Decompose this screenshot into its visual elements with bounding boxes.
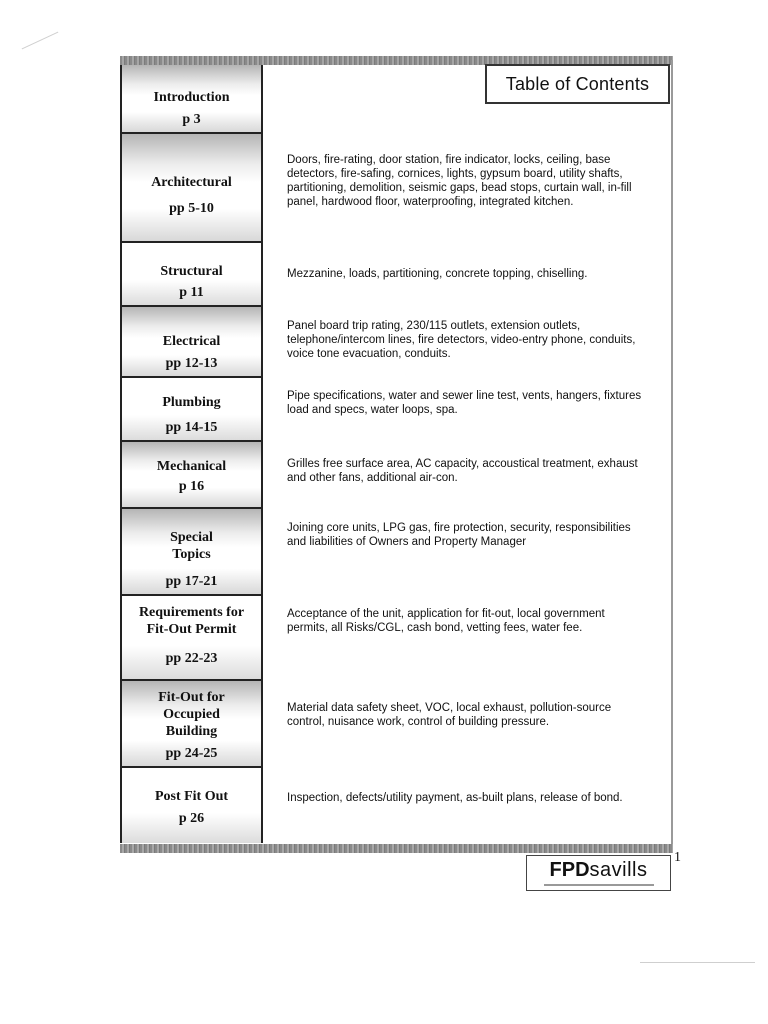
tab-pages: pp 5-10 <box>169 201 214 216</box>
section-description-fit-out-permit: Acceptance of the unit, application for fit-out, local government permits, all Risks/CGL, cash bond, vetting fees, water fee. <box>287 608 605 634</box>
tab-post-fit-out[interactable] <box>122 768 261 843</box>
fpdsavills-logo <box>526 855 671 891</box>
tab-pages: pp 14-15 <box>165 420 218 435</box>
tab-label: Requirements for Fit-Out Permit <box>138 605 245 637</box>
scan-artifact <box>640 962 755 963</box>
tab-pages: p 3 <box>182 112 201 127</box>
page-number: 1 <box>674 850 681 865</box>
tab-label: Special Topics <box>170 530 213 562</box>
tab-pages: p 16 <box>178 479 205 494</box>
section-sidebar <box>120 65 263 843</box>
section-description-electrical: Panel board trip rating, 230/115 outlets, extension outlets, telephone/intercom lines, fire detectors, video-entry phone, conduits, voice tone evacuation, conduits. <box>287 320 636 360</box>
logo-wordmark <box>550 860 648 880</box>
tab-pages: pp 22-23 <box>165 651 218 666</box>
tab-special-topics[interactable] <box>122 509 261 596</box>
tab-label: Mechanical <box>156 459 227 474</box>
logo-bold-text: FPD <box>549 859 590 881</box>
tab-label: Plumbing <box>162 395 221 410</box>
tab-label: Electrical <box>162 334 221 349</box>
section-description-mechanical: Grilles free surface area, AC capacity, accoustical treatment, exhaust and other fans, additional air-con. <box>287 458 638 484</box>
section-description-architectural: Doors, fire-rating, door station, fire indicator, locks, ceiling, base detectors, fire-safing, cornices, lights, gypsum board, utility shafts, partitioning, demolition, seismic gaps, bead stops, curtain wall, in-fill panel, hardwood floor, waterproofing, integrated kitchen. <box>287 154 632 208</box>
page-title: Table of Contents <box>485 64 670 104</box>
tab-occupied-building[interactable] <box>122 681 261 768</box>
tab-pages: pp 12-13 <box>165 356 218 371</box>
right-border-rule <box>671 60 673 852</box>
section-description-post-fit-out: Inspection, defects/utility payment, as-built plans, release of bond. <box>287 792 623 804</box>
tab-mechanical[interactable] <box>122 442 261 509</box>
logo-tagline-line <box>544 884 654 886</box>
tab-pages: p 26 <box>178 811 205 826</box>
section-description-structural: Mezzanine, loads, partitioning, concrete topping, chiselling. <box>287 268 588 280</box>
section-description-occupied-building: Material data safety sheet, VOC, local exhaust, pollution-source control, nuisance work, control of building pressure. <box>287 702 612 728</box>
tab-introduction[interactable] <box>122 65 261 134</box>
scan-artifact <box>22 32 59 50</box>
tab-pages: pp 24-25 <box>165 746 218 761</box>
tab-fit-out-permit[interactable] <box>122 596 261 681</box>
tab-label: Architectural <box>151 175 232 190</box>
section-description-plumbing: Pipe specifications, water and sewer line test, vents, hangers, fixtures load and specs, water loops, spa. <box>287 390 642 416</box>
tab-label: Fit-Out for Occupied Building <box>158 690 225 739</box>
tab-label: Structural <box>160 264 223 279</box>
tab-label: Introduction <box>153 90 230 105</box>
tab-electrical[interactable] <box>122 307 261 378</box>
bottom-border-bar <box>120 844 673 853</box>
logo-light-text: savills <box>589 859 648 881</box>
tab-plumbing[interactable] <box>122 378 261 442</box>
tab-structural[interactable] <box>122 243 261 307</box>
tab-pages: pp 17-21 <box>165 574 218 589</box>
section-description-special-topics: Joining core units, LPG gas, fire protection, security, responsibilities and liabilities of Owners and Property Manager <box>287 522 631 548</box>
tab-architectural[interactable] <box>122 134 261 243</box>
tab-pages: p 11 <box>179 285 204 300</box>
tab-label: Post Fit Out <box>154 789 229 804</box>
